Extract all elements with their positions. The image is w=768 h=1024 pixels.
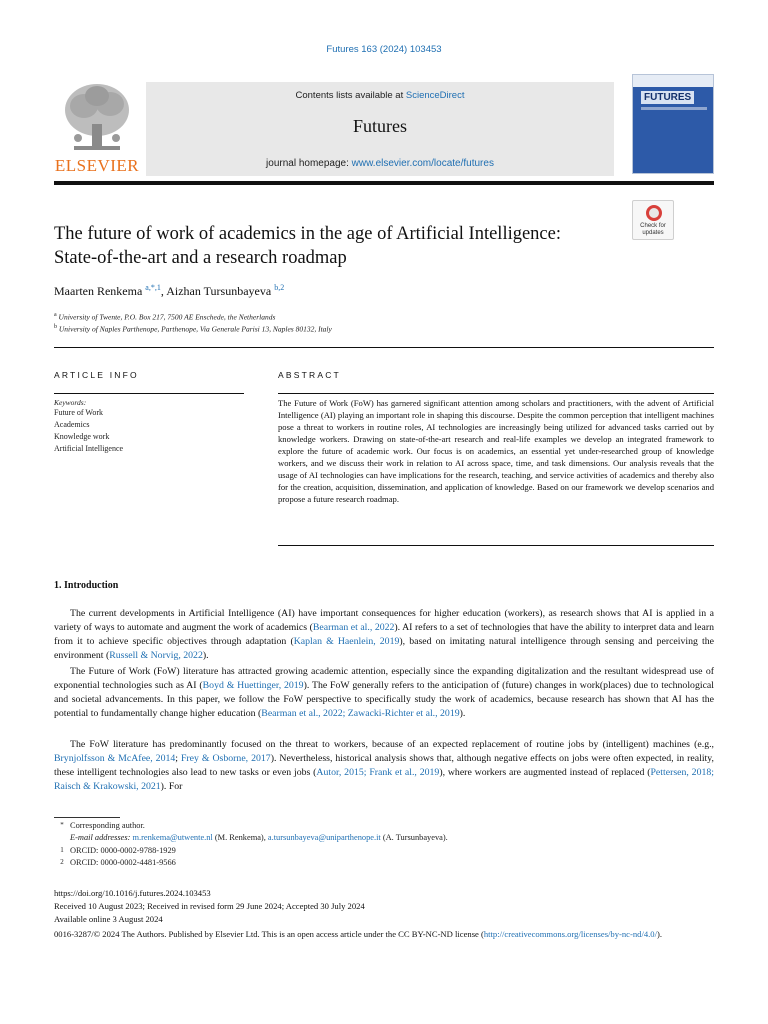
available-online: Available online 3 August 2024 (54, 914, 163, 924)
section-rule (54, 347, 714, 348)
journal-cover-thumbnail[interactable] (632, 74, 714, 174)
license-text: 0016-3287/© 2024 The Authors. Published by Elsevier Ltd. This is an open access article under the CC BY-NC-ND license ( (54, 929, 484, 939)
affiliation-label: b (54, 324, 57, 330)
affiliation-label: a (54, 312, 57, 318)
bookmark-icon (646, 205, 662, 221)
email-link[interactable]: a.tursunbayeva@uniparthenope.it (267, 833, 381, 842)
affiliation-a (54, 312, 275, 322)
citation-link[interactable]: Frey & Osborne, 2017 (180, 753, 271, 764)
paragraph-text: The current developments in Artificial Intelligence (AI) have important consequences for higher education (workers), as research shows that AI is applied in a variety of ways to automate and augment the work of academics ( (54, 608, 714, 633)
cover-banner (633, 75, 713, 87)
abstract-text: The Future of Work (FoW) has garnered significant attention among scholars and practitioners, with the advent of Artificial Intelligence (AI) playing an important role in shaping this discourse. Despite the common perception that intelligent machines pose a threat to workers in routine roles, AI technologies are increasingly being utilized for advanced tasks carried out by knowledge workers. Drawing on state-of-the-art research and real-life examples we develop an integrated framework to explore the future of academic work. Our focus is on academics, an essential yet under-researched group of knowledge workers, and we discuss their work in relation to AI across space, time, and task dimensions. Our analysis reveals that the usage of AI technologies can have implications for the research, teaching, and service activities of academics and thereby also for the creation, acquisition, dissemination, and application of knowledge. Based on our framework we develop scenarios and propose a future research roadmap. (278, 398, 714, 504)
homepage-line (146, 158, 614, 169)
footnote-corresponding (54, 821, 145, 830)
paragraph-text: ), where workers are augmented instead of replaced ( (439, 767, 651, 778)
contents-line (146, 90, 614, 101)
footnote-text: (M. Renkema), (212, 833, 268, 842)
check-for-updates-label: Check for updates (640, 223, 666, 236)
keyword-item: Future of Work (54, 408, 103, 417)
journal-masthead (146, 82, 614, 176)
article-info-heading: ARTICLE INFO (54, 370, 139, 380)
footnote-rule (54, 817, 120, 818)
header-rule (54, 181, 714, 185)
affiliation-text: University of Twente, P.O. Box 217, 7500 AE Enschede, the Netherlands (58, 312, 276, 322)
homepage-prefix: journal homepage: (266, 158, 352, 169)
doi-link[interactable]: https://doi.org/10.1016/j.futures.2024.103453 (54, 888, 211, 898)
section-heading-introduction: 1. Introduction (54, 580, 119, 591)
footnote-text: ORCID: 0000-0002-9788-1929 (70, 846, 176, 855)
abstract-rule-bottom (278, 545, 714, 546)
paragraph-text: ; (175, 753, 181, 764)
abstract-heading: ABSTRACT (278, 370, 341, 380)
paragraph-text: ). AI refers to a set of technologies that have the ability to interpret data and learn from it to achieve specific objectives through adaptation ( (54, 622, 714, 647)
elsevier-wordmark: ELSEVIER (54, 156, 140, 175)
footnote-orcid-2 (54, 858, 176, 867)
citation-link[interactable]: Pettersen, 2018; Raisch & Krakowski, 2021 (54, 767, 714, 792)
paragraph-text: ). (202, 650, 209, 661)
citation-link[interactable]: Bearman et al., 2022; Zawacki-Richter et al., 2019 (261, 708, 460, 719)
citation-link[interactable]: Brynjolfsson & McAfee, 2014 (54, 753, 176, 764)
paragraph-text: ). (459, 708, 466, 719)
footnote-mark: 2 (60, 858, 64, 866)
license-link[interactable]: http://creativecommons.org/licenses/by-nc-nd/4.0/ (483, 929, 657, 939)
footnote-emails (54, 833, 448, 842)
affiliation-b (54, 324, 332, 334)
paragraph-text: ), based on imitating natural intelligence through sensing and perceiving the environment ( (54, 636, 715, 661)
email-label: E-mail addresses: (70, 833, 133, 842)
citation-link[interactable]: Boyd & Huettinger, 2019 (202, 680, 304, 691)
citation-link[interactable]: Russell & Norvig, 2022 (109, 650, 203, 661)
citation-link[interactable]: Autor, 2015; Frank et al., 2019 (316, 767, 440, 778)
keywords-label: Keywords: (54, 398, 87, 407)
cover-subtitle-bar (641, 107, 707, 110)
author-list: Maarten Renkema $^{a,*,1}$, Aizhan Tursunbayeva $^{b,2}$ (54, 283, 285, 298)
check-for-updates-button[interactable] (632, 200, 674, 240)
sciencedirect-link[interactable]: ScienceDirect (405, 90, 465, 101)
email-link[interactable]: m.renkema@utwente.nl (132, 833, 213, 842)
paragraph-text: The Future of Work (FoW) literature has attracted growing academic attention, especially since the expanding digitalization and the resultant widespread use of exponential technologies such as AI ( (54, 666, 714, 691)
journal-homepage-link[interactable]: www.elsevier.com/locate/futures (351, 158, 494, 169)
intro-paragraph-2 (54, 665, 714, 721)
paragraph-text: ). Nevertheless, historical analysis shows that, although negative effects on jobs were often expected, in reality, these intelligent technologies also lead to new tasks or even jobs ( (54, 753, 714, 778)
received-dates: Received 10 August 2023; Received in revised form 29 June 2024; Accepted 30 July 2024 (54, 901, 365, 911)
journal-name: Futures (353, 116, 407, 136)
citation-link[interactable]: Kaplan & Haenlein, 2019 (293, 636, 400, 647)
cover-title: FUTURES (641, 91, 694, 104)
paragraph-text: The FoW literature has predominantly focused on the threat to workers, because of an expected replacement of routine jobs by (intelligent) machines (e.g., (70, 739, 714, 750)
keyword-item: Artificial Intelligence (54, 444, 124, 453)
author-name[interactable]: Aizhan Tursunbayeva (166, 284, 272, 298)
author-sup[interactable]: a,*,1 (145, 283, 161, 292)
asterisk-mark: * (60, 821, 64, 829)
article-title: The future of work of academics in the age of Artificial Intelligence: State-of-the-art and a research roadmap (54, 224, 561, 268)
paragraph-text: ). The FoW generally refers to the anticipation of (future) changes in work(places) due to technological and societal advancements. In this paper, we follow the FoW perspective to specifically study the work of academics, because research has shown that AI has the potential to fundamentally change higher education ( (54, 680, 714, 719)
keyword-item: Academics (54, 420, 90, 429)
citation-link[interactable]: Bearman et al., 2022 (312, 622, 395, 633)
affiliation-text: University of Naples Parthenope, Parthenope, Via Generale Parisi 13, Naples 80132, Italy (58, 324, 332, 334)
contents-prefix: Contents lists available at (295, 90, 406, 101)
author-sup[interactable]: b,2 (274, 283, 285, 292)
abstract-rule-top (278, 393, 714, 394)
footnote-text: ORCID: 0000-0002-4481-9566 (70, 858, 176, 867)
article-info-rule (54, 393, 244, 394)
footnote-text: (A. Tursunbayeva). (380, 833, 448, 842)
license-text: ). (656, 929, 662, 939)
intro-paragraph-3 (54, 738, 714, 794)
footnote-mark: 1 (60, 846, 64, 854)
keyword-item: Knowledge work (54, 432, 110, 441)
intro-paragraph-1 (54, 607, 714, 663)
journal-reference-link[interactable]: Futures 163 (2024) 103453 (326, 44, 442, 55)
footnote-text: Corresponding author. (70, 821, 145, 830)
footnote-orcid-1 (54, 846, 176, 855)
paragraph-text: ). For (160, 781, 183, 792)
license-statement (54, 928, 714, 940)
author-name[interactable]: Maarten Renkema (54, 284, 143, 298)
